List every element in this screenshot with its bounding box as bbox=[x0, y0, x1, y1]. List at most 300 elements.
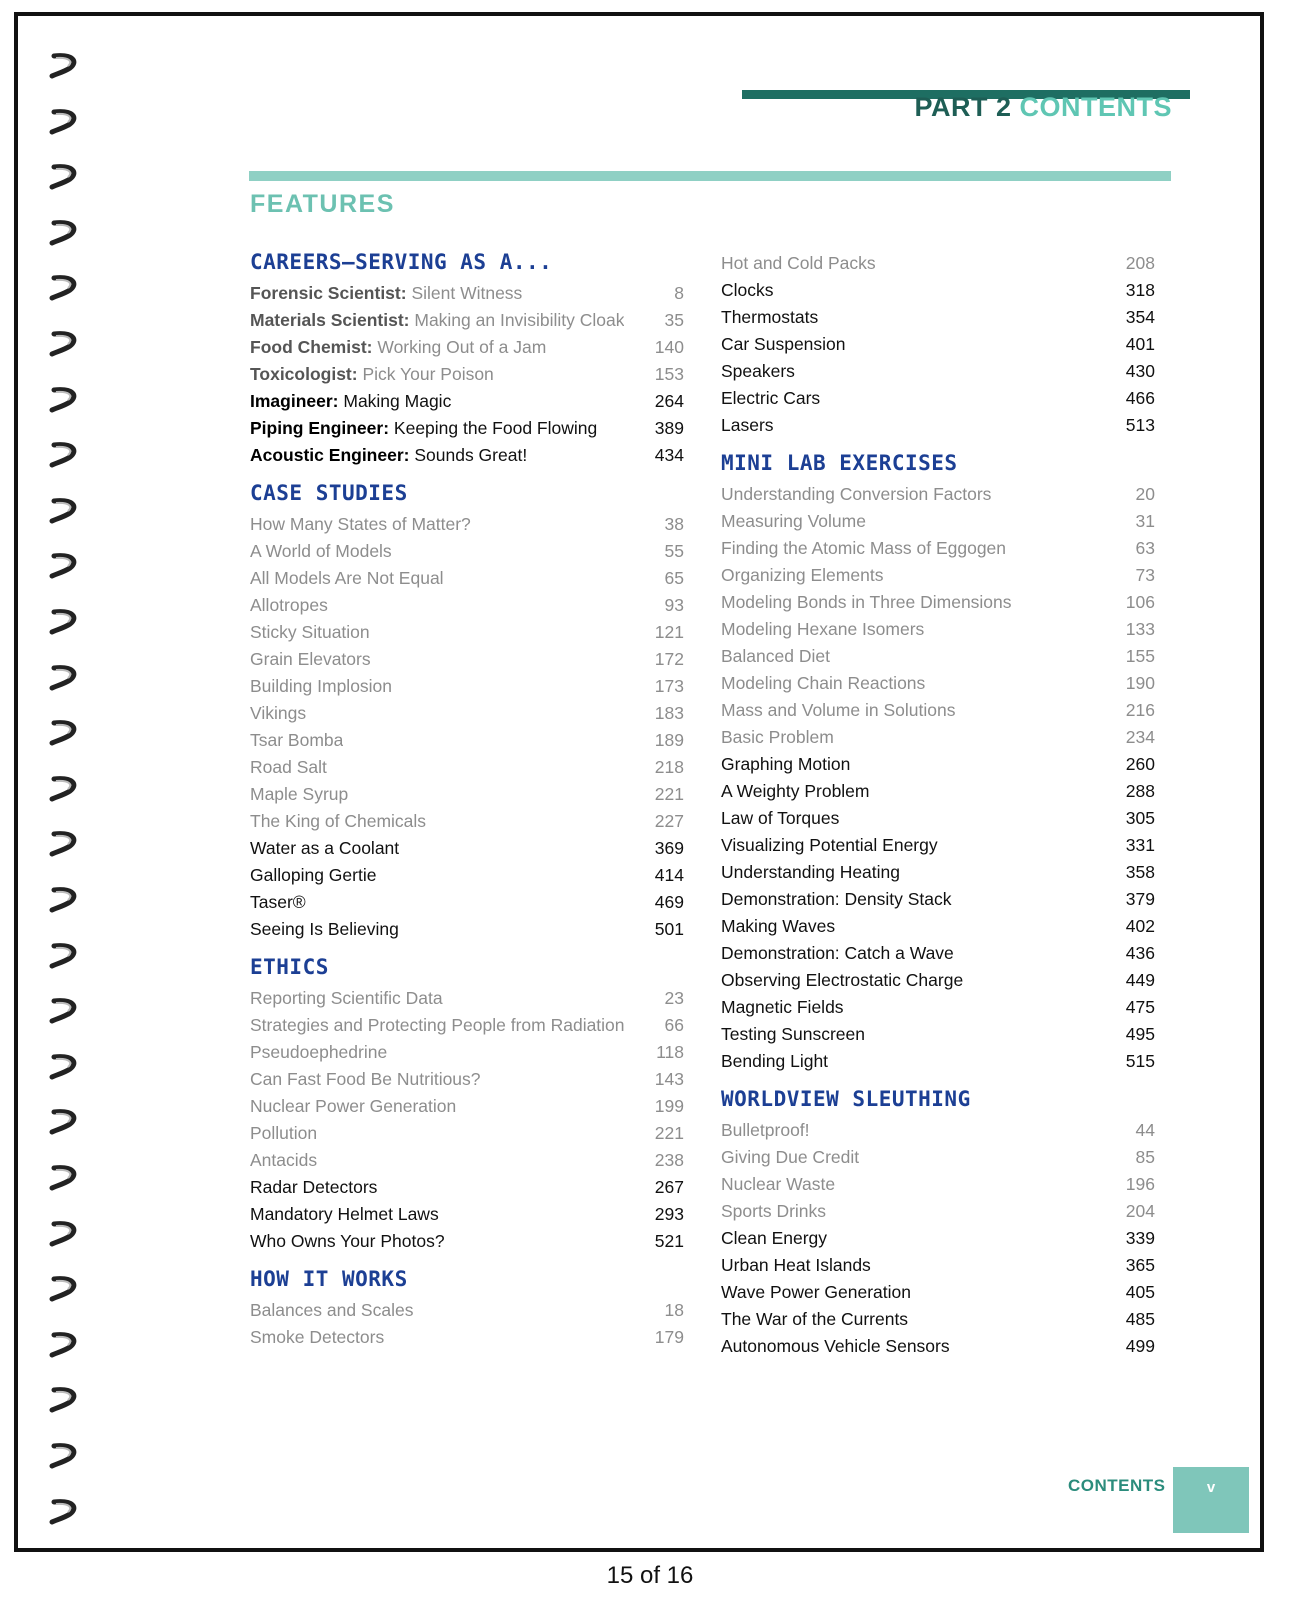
entry-title bbox=[721, 1120, 810, 1141]
entry-title bbox=[250, 676, 392, 697]
entry-title bbox=[721, 280, 774, 301]
entry-text: Law of Torques bbox=[721, 808, 840, 828]
toc-entry[interactable] bbox=[250, 889, 684, 916]
entry-text: Balanced Diet bbox=[721, 646, 830, 666]
toc-entry[interactable] bbox=[250, 388, 684, 415]
entry-page-number: 513 bbox=[1125, 415, 1155, 435]
entry-page-number: 318 bbox=[1125, 280, 1155, 300]
entry-text: Organizing Elements bbox=[721, 565, 884, 585]
toc-entry[interactable] bbox=[721, 277, 1155, 304]
entry-text: Keeping the Food Flowing bbox=[389, 418, 598, 438]
entry-page-number: 358 bbox=[1125, 862, 1155, 882]
entry-page-number: 35 bbox=[664, 310, 684, 330]
toc-entry[interactable] bbox=[250, 700, 684, 727]
entry-page-number: 179 bbox=[654, 1327, 684, 1347]
spiral-ring-icon bbox=[48, 386, 82, 416]
entry-text: Autonomous Vehicle Sensors bbox=[721, 1336, 950, 1356]
entry-page-number: 216 bbox=[1125, 700, 1155, 720]
toc-entry[interactable] bbox=[721, 886, 1155, 913]
entry-text: Hot and Cold Packs bbox=[721, 253, 876, 273]
entry-page-number: 55 bbox=[664, 541, 684, 561]
entry-page-number: 264 bbox=[654, 391, 684, 411]
entry-page-number: 466 bbox=[1125, 388, 1155, 408]
spiral-ring-icon bbox=[48, 1108, 82, 1138]
toc-entry[interactable] bbox=[250, 1228, 684, 1255]
toc-entry[interactable] bbox=[721, 724, 1155, 751]
entry-text: Working Out of a Jam bbox=[372, 337, 547, 357]
toc-entry[interactable] bbox=[250, 442, 684, 469]
entry-page-number: 63 bbox=[1135, 538, 1155, 558]
toc-entry[interactable] bbox=[250, 361, 684, 388]
spiral-ring-icon bbox=[48, 775, 82, 805]
spiral-ring-icon bbox=[48, 886, 82, 916]
entry-title bbox=[250, 1327, 384, 1348]
toc-entry[interactable] bbox=[721, 1021, 1155, 1048]
entry-title bbox=[250, 541, 392, 562]
toc-entry[interactable] bbox=[250, 1324, 684, 1351]
entry-page-number: 365 bbox=[1125, 1255, 1155, 1275]
toc-entry[interactable] bbox=[250, 1093, 684, 1120]
toc-entry[interactable] bbox=[721, 1252, 1155, 1279]
entry-title bbox=[721, 1147, 859, 1168]
entry-page-number: 183 bbox=[654, 703, 684, 723]
toc-entry[interactable] bbox=[250, 334, 684, 361]
toc-entry[interactable] bbox=[250, 1147, 684, 1174]
toc-entry[interactable] bbox=[721, 385, 1155, 412]
entry-text: Basic Problem bbox=[721, 727, 834, 747]
entry-text: Graphing Motion bbox=[721, 754, 851, 774]
toc-entry[interactable] bbox=[721, 805, 1155, 832]
entry-page-number: 234 bbox=[1125, 727, 1155, 747]
section-heading: HOW IT WORKS bbox=[250, 1267, 408, 1291]
entry-text: Clocks bbox=[721, 280, 774, 300]
entry-page-number: 521 bbox=[654, 1231, 684, 1251]
entry-title bbox=[250, 595, 328, 616]
entry-title bbox=[721, 1336, 950, 1357]
entry-page-number: 18 bbox=[664, 1300, 684, 1320]
toc-entry[interactable] bbox=[721, 331, 1155, 358]
toc-entry[interactable] bbox=[721, 1279, 1155, 1306]
page-title bbox=[914, 92, 1172, 123]
entry-text: Measuring Volume bbox=[721, 511, 866, 531]
entry-text: Who Owns Your Photos? bbox=[250, 1231, 445, 1251]
toc-entry[interactable] bbox=[721, 859, 1155, 886]
entry-title bbox=[721, 253, 876, 274]
spiral-ring-icon bbox=[48, 1220, 82, 1250]
toc-entry[interactable] bbox=[721, 1198, 1155, 1225]
entry-page-number: 155 bbox=[1125, 646, 1155, 666]
toc-entry[interactable] bbox=[721, 1225, 1155, 1252]
toc-entry[interactable] bbox=[250, 1201, 684, 1228]
section-heading: CASE STUDIES bbox=[250, 481, 408, 505]
entry-title bbox=[250, 784, 348, 805]
entry-page-number: 369 bbox=[654, 838, 684, 858]
entry-text: Visualizing Potential Energy bbox=[721, 835, 938, 855]
entry-text: Demonstration: Catch a Wave bbox=[721, 943, 954, 963]
entry-page-number: 199 bbox=[654, 1096, 684, 1116]
features-rule bbox=[249, 171, 1171, 181]
entry-title bbox=[721, 511, 866, 532]
toc-entry[interactable] bbox=[721, 1333, 1155, 1360]
toc-entry[interactable] bbox=[721, 697, 1155, 724]
spiral-ring-icon bbox=[48, 52, 82, 82]
entry-text: Making an Invisibility Cloak bbox=[409, 310, 625, 330]
spiral-ring-icon bbox=[48, 330, 82, 360]
footer-page-box bbox=[1173, 1467, 1249, 1533]
toc-entry[interactable] bbox=[250, 646, 684, 673]
entry-text: Bending Light bbox=[721, 1051, 829, 1071]
spiral-ring-icon bbox=[48, 1331, 82, 1361]
footer-page-numeral: v bbox=[1206, 1479, 1216, 1496]
toc-entry[interactable] bbox=[250, 862, 684, 889]
entry-text: Finding the Atomic Mass of Eggogen bbox=[721, 538, 1007, 558]
toc-entry[interactable] bbox=[721, 508, 1155, 535]
entry-lead: Food Chemist: bbox=[250, 337, 373, 357]
entry-text: Can Fast Food Be Nutritious? bbox=[250, 1069, 481, 1089]
entry-page-number: 475 bbox=[1125, 997, 1155, 1017]
entry-text: Sports Drinks bbox=[721, 1201, 827, 1221]
entry-title bbox=[721, 1282, 911, 1303]
entry-page-number: 501 bbox=[654, 919, 684, 939]
entry-title bbox=[721, 862, 900, 883]
spiral-ring-icon bbox=[48, 441, 82, 471]
entry-title bbox=[250, 418, 597, 439]
entry-text: Lasers bbox=[721, 415, 774, 435]
entry-text: Mandatory Helmet Laws bbox=[250, 1204, 439, 1224]
entry-text: Water as a Coolant bbox=[250, 838, 400, 858]
entry-page-number: 293 bbox=[654, 1204, 684, 1224]
toc-entry[interactable] bbox=[250, 619, 684, 646]
entry-title bbox=[250, 1069, 481, 1090]
entry-page-number: 430 bbox=[1125, 361, 1155, 381]
entry-title bbox=[250, 649, 371, 670]
entry-lead: Materials Scientist: bbox=[250, 310, 410, 330]
right-column bbox=[721, 250, 1155, 1360]
entry-text: Antacids bbox=[250, 1150, 318, 1170]
toc-entry[interactable] bbox=[250, 538, 684, 565]
toc-entry[interactable] bbox=[250, 415, 684, 442]
entry-text: Smoke Detectors bbox=[250, 1327, 385, 1347]
entry-page-number: 153 bbox=[654, 364, 684, 384]
toc-entry[interactable] bbox=[721, 535, 1155, 562]
toc-entry[interactable] bbox=[250, 511, 684, 538]
entry-title bbox=[250, 730, 343, 751]
entry-text: Car Suspension bbox=[721, 334, 846, 354]
entry-title bbox=[250, 1300, 413, 1321]
entry-page-number: 189 bbox=[654, 730, 684, 750]
entry-page-number: 401 bbox=[1125, 334, 1155, 354]
entry-title bbox=[721, 334, 846, 355]
entry-title bbox=[250, 811, 426, 832]
entry-text: Pollution bbox=[250, 1123, 318, 1143]
entry-title bbox=[721, 646, 830, 667]
entry-lead: Piping Engineer: bbox=[250, 418, 390, 438]
entry-text: Thermostats bbox=[721, 307, 819, 327]
entry-text: Sticky Situation bbox=[250, 622, 370, 642]
entry-page-number: 495 bbox=[1125, 1024, 1155, 1044]
entry-title bbox=[721, 565, 883, 586]
entry-text: Vikings bbox=[250, 703, 307, 723]
entry-text: Building Implosion bbox=[250, 676, 393, 696]
features-heading: FEATURES bbox=[250, 190, 395, 218]
spiral-binding bbox=[48, 52, 88, 1562]
entry-text: Strategies and Protecting People from Radiation bbox=[250, 1015, 625, 1035]
entry-title bbox=[721, 889, 952, 910]
toc-entry[interactable] bbox=[721, 412, 1155, 439]
spiral-ring-icon bbox=[48, 108, 82, 138]
left-column bbox=[250, 244, 684, 1351]
entry-page-number: 288 bbox=[1125, 781, 1155, 801]
entry-title bbox=[250, 757, 327, 778]
entry-page-number: 93 bbox=[664, 595, 684, 615]
entry-text: Wave Power Generation bbox=[721, 1282, 911, 1302]
toc-entry[interactable] bbox=[721, 778, 1155, 805]
entry-page-number: 405 bbox=[1125, 1282, 1155, 1302]
toc-entry[interactable] bbox=[721, 562, 1155, 589]
toc-entry[interactable] bbox=[250, 808, 684, 835]
entry-title bbox=[721, 415, 774, 436]
entry-text: Grain Elevators bbox=[250, 649, 371, 669]
entry-text: Making Waves bbox=[721, 916, 836, 936]
toc-entry[interactable] bbox=[721, 940, 1155, 967]
entry-page-number: 515 bbox=[1125, 1051, 1155, 1071]
entry-title bbox=[721, 1201, 826, 1222]
entry-page-number: 143 bbox=[654, 1069, 684, 1089]
entry-title bbox=[250, 703, 306, 724]
entry-title bbox=[721, 1309, 908, 1330]
toc-entry[interactable] bbox=[250, 307, 684, 334]
toc-entry[interactable] bbox=[721, 1144, 1155, 1171]
entry-title bbox=[721, 1174, 835, 1195]
entry-page-number: 379 bbox=[1125, 889, 1155, 909]
entry-title bbox=[721, 1051, 828, 1072]
spiral-ring-icon bbox=[48, 1164, 82, 1194]
toc-entry[interactable] bbox=[721, 832, 1155, 859]
entry-page-number: 66 bbox=[664, 1015, 684, 1035]
entry-text: Pick Your Poison bbox=[357, 364, 494, 384]
entry-page-number: 436 bbox=[1125, 943, 1155, 963]
entry-page-number: 267 bbox=[654, 1177, 684, 1197]
entry-title bbox=[250, 391, 451, 412]
entry-text: Pseudoephedrine bbox=[250, 1042, 388, 1062]
entry-page-number: 339 bbox=[1125, 1228, 1155, 1248]
toc-entry[interactable] bbox=[250, 916, 684, 943]
entry-title bbox=[250, 337, 546, 358]
entry-page-number: 204 bbox=[1125, 1201, 1155, 1221]
spiral-ring-icon bbox=[48, 830, 82, 860]
spiral-ring-icon bbox=[48, 1498, 82, 1528]
entry-page-number: 260 bbox=[1125, 754, 1155, 774]
toc-entry[interactable] bbox=[721, 481, 1155, 508]
entry-page-number: 218 bbox=[654, 757, 684, 777]
entry-page-number: 65 bbox=[664, 568, 684, 588]
spiral-ring-icon bbox=[48, 1442, 82, 1472]
entry-text: The War of the Currents bbox=[721, 1309, 909, 1329]
entry-lead: Imagineer: bbox=[250, 391, 339, 411]
toc-entry[interactable] bbox=[250, 673, 684, 700]
toc-entry[interactable] bbox=[721, 643, 1155, 670]
section-heading: MINI LAB EXERCISES bbox=[721, 451, 958, 475]
entry-text: Taser® bbox=[250, 892, 306, 912]
toc-entry[interactable] bbox=[721, 589, 1155, 616]
entry-page-number: 208 bbox=[1125, 253, 1155, 273]
entry-page-number: 38 bbox=[664, 514, 684, 534]
entry-title bbox=[250, 1096, 456, 1117]
entry-title bbox=[721, 1255, 871, 1276]
entry-page-number: 414 bbox=[654, 865, 684, 885]
entry-text: Understanding Heating bbox=[721, 862, 901, 882]
entry-title bbox=[721, 673, 925, 694]
spiral-ring-icon bbox=[48, 664, 82, 694]
entry-text: Radar Detectors bbox=[250, 1177, 378, 1197]
entry-title bbox=[721, 592, 1012, 613]
toc-entry[interactable] bbox=[250, 1174, 684, 1201]
toc-entry[interactable] bbox=[721, 1048, 1155, 1075]
entry-title bbox=[721, 1024, 865, 1045]
entry-title bbox=[250, 622, 370, 643]
entry-title bbox=[721, 997, 844, 1018]
toc-entry[interactable] bbox=[721, 1171, 1155, 1198]
toc-entry[interactable] bbox=[250, 985, 684, 1012]
entry-page-number: 23 bbox=[664, 988, 684, 1008]
entry-page-number: 31 bbox=[1135, 511, 1155, 531]
entry-page-number: 485 bbox=[1125, 1309, 1155, 1329]
spiral-ring-icon bbox=[48, 608, 82, 638]
toc-entry[interactable] bbox=[250, 565, 684, 592]
toc-entry[interactable] bbox=[721, 751, 1155, 778]
footer-contents-label: CONTENTS bbox=[1068, 1476, 1166, 1495]
entry-title bbox=[250, 1042, 387, 1063]
entry-text: A World of Models bbox=[250, 541, 392, 561]
spiral-ring-icon bbox=[48, 497, 82, 527]
toc-entry[interactable] bbox=[721, 358, 1155, 385]
entry-title bbox=[721, 754, 850, 775]
entry-text: Seeing Is Believing bbox=[250, 919, 399, 939]
entry-page-number: 238 bbox=[654, 1150, 684, 1170]
entry-page-number: 190 bbox=[1125, 673, 1155, 693]
entry-page-number: 73 bbox=[1135, 565, 1155, 585]
entry-page-number: 106 bbox=[1125, 592, 1155, 612]
entry-page-number: 389 bbox=[654, 418, 684, 438]
contents-label: CONTENTS bbox=[1019, 92, 1172, 122]
toc-entry[interactable] bbox=[721, 304, 1155, 331]
entry-text: A Weighty Problem bbox=[721, 781, 870, 801]
spiral-ring-icon bbox=[48, 942, 82, 972]
spiral-ring-icon bbox=[48, 1053, 82, 1083]
entry-text: Giving Due Credit bbox=[721, 1147, 860, 1167]
toc-entry[interactable] bbox=[250, 781, 684, 808]
entry-page-number: 44 bbox=[1135, 1120, 1155, 1140]
toc-entry[interactable] bbox=[721, 1117, 1155, 1144]
entry-text: Modeling Chain Reactions bbox=[721, 673, 926, 693]
part-label: PART 2 bbox=[914, 92, 1012, 122]
entry-text: Reporting Scientific Data bbox=[250, 988, 443, 1008]
toc-entry[interactable] bbox=[250, 280, 684, 307]
entry-page-number: 499 bbox=[1125, 1336, 1155, 1356]
entry-title bbox=[250, 1150, 317, 1171]
entry-page-number: 402 bbox=[1125, 916, 1155, 936]
entry-page-number: 20 bbox=[1135, 484, 1155, 504]
entry-text: Balances and Scales bbox=[250, 1300, 414, 1320]
toc-entry[interactable] bbox=[250, 1297, 684, 1324]
entry-title bbox=[250, 364, 494, 385]
toc-entry[interactable] bbox=[721, 967, 1155, 994]
toc-entry[interactable] bbox=[250, 592, 684, 619]
entry-title bbox=[250, 1123, 317, 1144]
entry-title bbox=[250, 310, 624, 331]
toc-entry[interactable] bbox=[721, 670, 1155, 697]
toc-entry[interactable] bbox=[250, 1012, 684, 1039]
entry-text: Galloping Gertie bbox=[250, 865, 377, 885]
entry-page-number: 227 bbox=[654, 811, 684, 831]
entry-text: Observing Electrostatic Charge bbox=[721, 970, 964, 990]
entry-title bbox=[721, 619, 924, 640]
entry-page-number: 221 bbox=[654, 784, 684, 804]
entry-title bbox=[250, 1231, 445, 1252]
entry-text: How Many States of Matter? bbox=[250, 514, 471, 534]
toc-entry[interactable] bbox=[721, 913, 1155, 940]
section-heading: CAREERS—SERVING AS A... bbox=[250, 250, 553, 274]
toc-entry[interactable] bbox=[721, 616, 1155, 643]
entry-text: Maple Syrup bbox=[250, 784, 349, 804]
toc-entry[interactable] bbox=[250, 1120, 684, 1147]
entry-title bbox=[250, 1015, 625, 1036]
entry-text: Bulletproof! bbox=[721, 1120, 810, 1140]
entry-page-number: 221 bbox=[654, 1123, 684, 1143]
entry-lead: Acoustic Engineer: bbox=[250, 445, 410, 465]
entry-page-number: 172 bbox=[654, 649, 684, 669]
spiral-ring-icon bbox=[48, 719, 82, 749]
spiral-ring-icon bbox=[48, 219, 82, 249]
entry-title bbox=[250, 514, 471, 535]
entry-title bbox=[721, 307, 818, 328]
entry-page-number: 469 bbox=[654, 892, 684, 912]
page-counter: 15 of 16 bbox=[606, 1562, 694, 1589]
entry-page-number: 8 bbox=[674, 283, 684, 303]
entry-lead: Toxicologist: bbox=[250, 364, 358, 384]
entry-title bbox=[721, 835, 938, 856]
spiral-ring-icon bbox=[48, 1275, 82, 1305]
entry-title bbox=[721, 700, 955, 721]
spiral-ring-icon bbox=[48, 274, 82, 304]
spiral-ring-icon bbox=[48, 163, 82, 193]
section-heading: WORLDVIEW SLEUTHING bbox=[721, 1087, 971, 1111]
toc-entry[interactable] bbox=[250, 754, 684, 781]
entry-title bbox=[721, 916, 835, 937]
entry-page-number: 196 bbox=[1125, 1174, 1155, 1194]
toc-entry[interactable] bbox=[250, 1039, 684, 1066]
toc-entry[interactable] bbox=[250, 1066, 684, 1093]
entry-page-number: 121 bbox=[654, 622, 684, 642]
entry-title bbox=[250, 283, 522, 304]
toc-entry[interactable] bbox=[250, 727, 684, 754]
toc-entry[interactable] bbox=[721, 250, 1155, 277]
entry-title bbox=[721, 1228, 827, 1249]
entry-page-number: 173 bbox=[654, 676, 684, 696]
entry-page-number: 449 bbox=[1125, 970, 1155, 990]
entry-page-number: 354 bbox=[1125, 307, 1155, 327]
entry-title bbox=[721, 970, 963, 991]
entry-title bbox=[721, 943, 954, 964]
toc-entry[interactable] bbox=[721, 994, 1155, 1021]
entry-text: Tsar Bomba bbox=[250, 730, 344, 750]
entry-title bbox=[250, 1204, 439, 1225]
toc-entry[interactable] bbox=[250, 835, 684, 862]
toc-entry[interactable] bbox=[721, 1306, 1155, 1333]
entry-text: The King of Chemicals bbox=[250, 811, 427, 831]
entry-text: Demonstration: Density Stack bbox=[721, 889, 952, 909]
entry-title bbox=[250, 865, 376, 886]
